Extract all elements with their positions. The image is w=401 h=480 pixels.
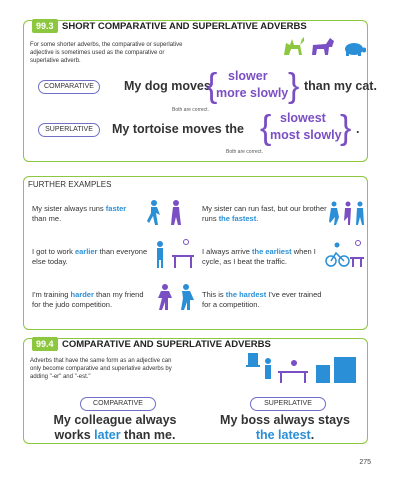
sentence1-option1: slower (228, 69, 268, 83)
note-both-correct: Both are correct. (226, 149, 263, 155)
section-tag: 99.3 (32, 19, 58, 33)
superlative-sentence: My boss always stays the latest. (220, 413, 350, 442)
section-further-examples (23, 176, 368, 330)
sentence1-start: My dog moves (124, 79, 211, 93)
sentence2-start: My tortoise moves the (112, 122, 244, 136)
section-title: COMPARATIVE AND SUPERLATIVE ADVERBS (62, 339, 271, 350)
example-2: My sister can run fast, but our brother runs the fastest. (202, 204, 327, 223)
sentence1-option2: more slowly (216, 86, 289, 100)
section-short-adverbs (23, 20, 377, 162)
sentence2-end: . (356, 122, 360, 136)
page-number: 275 (359, 459, 371, 466)
racers-icon (328, 199, 366, 227)
sentence2-option1: slowest (280, 111, 326, 125)
section-title: SHORT COMPARATIVE AND SUPERLATIVE ADVERBS (62, 21, 307, 32)
superlative-pill: SUPERLATIVE (250, 397, 326, 411)
further-heading: FURTHER EXAMPLES (28, 180, 112, 189)
left-brace: { (260, 109, 272, 147)
section-comp-super-adverbs (23, 338, 368, 444)
office-icon (152, 239, 198, 269)
sentence1-end: than my cat. (304, 79, 377, 93)
note-both-correct: Both are correct. (172, 107, 209, 113)
animals-icon (282, 33, 366, 59)
comparative-pill: COMPARATIVE (80, 397, 156, 411)
comparative-pill: COMPARATIVE (38, 80, 100, 94)
office-scene-icon (244, 349, 362, 385)
right-brace: } (288, 67, 300, 105)
runners-icon (146, 199, 190, 227)
right-brace: } (340, 109, 352, 147)
section-intro: For some shorter adverbs, the comparative or superlative adjective is sometimes used as the comparative or superlative adverb. (30, 42, 183, 64)
judo-icon (156, 282, 198, 312)
cyclist-icon (324, 239, 366, 269)
section-intro: Adverbs that have the same form as an adjective can only become comparative and superlative adverbs by adding "-er" and "-est." (30, 358, 172, 380)
example-4: I always arrive the earliest when I cycle, as I beat the traffic. (202, 247, 316, 266)
example-6: This is the hardest I've ever trained for a competition. (202, 290, 322, 309)
example-5: I'm training harder than my friend for the judo competition. (32, 290, 144, 309)
example-3: I got to work earlier than everyone else today. (32, 247, 148, 266)
example-1: My sister always runs faster than me. (32, 204, 127, 223)
left-brace: { (206, 67, 218, 105)
section-tag: 99.4 (32, 337, 58, 351)
comparative-sentence: My colleague always works later than me. (53, 413, 177, 442)
superlative-pill: SUPERLATIVE (38, 123, 100, 137)
sentence2-option2: most slowly (270, 128, 342, 142)
